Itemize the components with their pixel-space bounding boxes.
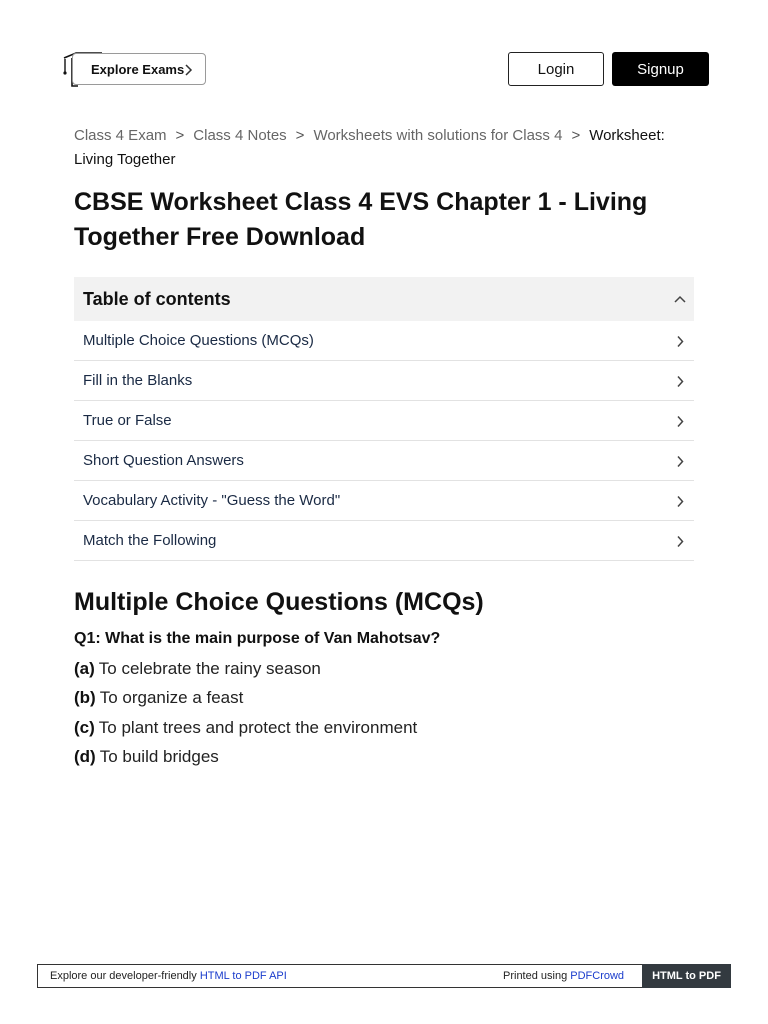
option-d xyxy=(74,745,219,769)
html-to-pdf-badge[interactable]: HTML to PDF xyxy=(642,964,731,988)
toc-item-mcqs[interactable] xyxy=(74,321,694,361)
pdfcrowd-footer-bar xyxy=(37,964,731,988)
toc-item-label: Vocabulary Activity - "Guess the Word" xyxy=(83,492,341,509)
breadcrumb-current: Worksheet: Living Together xyxy=(74,127,665,168)
toc-title: Table of contents xyxy=(83,288,231,309)
toc-item-label: Short Question Answers xyxy=(83,452,244,469)
breadcrumb-separator: > xyxy=(175,127,185,144)
breadcrumb-item-worksheets[interactable]: Worksheets with solutions for Class 4 xyxy=(313,127,563,144)
table-of-contents xyxy=(74,277,694,561)
chevron-right-icon xyxy=(676,375,684,388)
mcq-section-title: Multiple Choice Questions (MCQs) xyxy=(74,588,484,616)
option-text: To plant trees and protect the environment xyxy=(98,718,418,737)
breadcrumb-item-class-4-exam[interactable]: Class 4 Exam xyxy=(74,127,167,144)
toc-item-vocabulary-activity[interactable] xyxy=(74,481,694,521)
option-letter: (b) xyxy=(74,688,96,707)
toc-header[interactable] xyxy=(74,277,694,321)
explore-exams-wrapper[interactable] xyxy=(62,50,212,90)
option-letter: (c) xyxy=(74,718,95,737)
breadcrumb-separator: > xyxy=(295,127,305,144)
site-header xyxy=(0,0,768,110)
toc-item-match-the-following[interactable] xyxy=(74,521,694,561)
option-text: To organize a feast xyxy=(99,688,244,707)
toc-item-label: Multiple Choice Questions (MCQs) xyxy=(83,332,314,349)
html-to-pdf-api-link[interactable]: HTML to PDF API xyxy=(199,970,287,982)
option-c xyxy=(74,716,417,740)
option-text: To celebrate the rainy season xyxy=(98,659,321,678)
pdf-footer-right-text: Printed using xyxy=(503,970,571,982)
question-1: Q1: What is the main purpose of Van Mahotsav? xyxy=(74,630,441,647)
toc-item-true-or-false[interactable] xyxy=(74,401,694,441)
toc-item-label: True or False xyxy=(83,412,172,429)
signup-button[interactable]: Signup xyxy=(612,52,709,86)
pdfcrowd-link[interactable]: PDFCrowd xyxy=(570,970,625,982)
login-button[interactable]: Login xyxy=(508,52,604,86)
pdf-footer-left-text: Explore our developer-friendly xyxy=(50,970,200,982)
breadcrumb-item-class-4-notes[interactable]: Class 4 Notes xyxy=(193,127,287,144)
breadcrumb xyxy=(74,124,694,172)
chevron-right-icon xyxy=(676,535,684,548)
chevron-right-icon xyxy=(676,415,684,428)
chevron-up-icon[interactable] xyxy=(674,294,686,304)
pdf-footer-left xyxy=(50,970,287,982)
toc-item-label: Match the Following xyxy=(83,532,217,549)
toc-item-label: Fill in the Blanks xyxy=(83,372,193,389)
chevron-right-icon xyxy=(676,455,684,468)
pdf-footer-right xyxy=(503,970,624,982)
option-b xyxy=(74,686,243,710)
option-a xyxy=(74,657,321,681)
explore-exams-button[interactable] xyxy=(72,53,206,85)
explore-exams-label: Explore Exams xyxy=(91,61,185,77)
option-text: To build bridges xyxy=(99,747,219,766)
page-title: CBSE Worksheet Class 4 EVS Chapter 1 - Living Together Free Download xyxy=(74,188,648,251)
toc-item-fill-in-the-blanks[interactable] xyxy=(74,361,694,401)
chevron-right-icon xyxy=(183,64,193,76)
chevron-right-icon xyxy=(676,335,684,348)
chevron-right-icon xyxy=(676,495,684,508)
option-letter: (d) xyxy=(74,747,96,766)
toc-item-short-question-answers[interactable] xyxy=(74,441,694,481)
option-letter: (a) xyxy=(74,659,95,678)
breadcrumb-separator: > xyxy=(571,127,581,144)
